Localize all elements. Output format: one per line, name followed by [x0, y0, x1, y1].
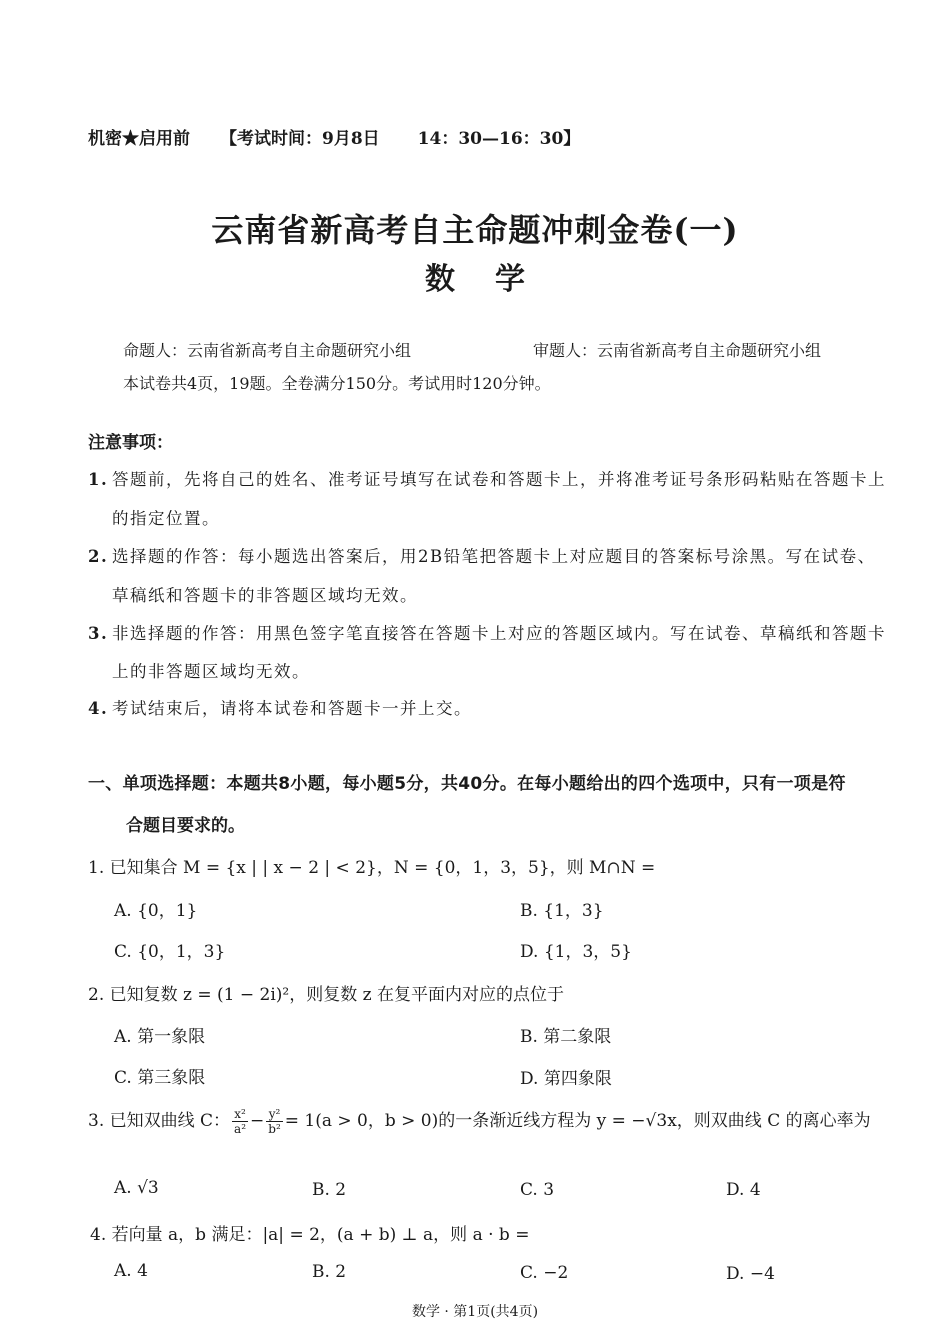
fraction-y2-b2: $\frac{\text{y²}}{\text{b²}}$: [268, 1106, 281, 1136]
question-3-option-d: D. 4: [726, 1180, 761, 1200]
section-heading: 一、单项选择题：本题共8小题，每小题5分，共40分。在每小题给出的四个选项中，只有一项是符: [88, 774, 846, 794]
note-number: 4.: [88, 699, 109, 718]
exam-header: [88, 124, 580, 149]
note-number: 3.: [88, 624, 109, 643]
question-3-option-a: A. √3: [114, 1178, 159, 1198]
question-1-option-a: A. {0，1}: [114, 901, 198, 921]
fraction-x2-a2: $\frac{\text{x²}}{\text{a²}}$: [234, 1106, 247, 1136]
exam-summary: 本试卷共4页，19题。全卷满分150分。考试用时120分钟。: [123, 374, 551, 393]
setter-line: 命题人：云南省新高考自主命题研究小组: [123, 341, 412, 360]
question-2-option-d: D. 第四象限: [520, 1069, 612, 1089]
note-text: 非选择题的作答：用黑色签字笔直接答在答题卡上对应的答题区域内。写在试卷、草稿纸和答题卡: [112, 624, 886, 643]
question-3-option-b: B. 2: [312, 1180, 347, 1200]
note-text: 答题前，先将自己的姓名、准考证号填写在试卷和答题卡上，并将准考证号条形码粘贴在答题卡上: [112, 470, 886, 489]
question-3-stem: [88, 1106, 871, 1136]
reviewer-line: 审题人：云南省新高考自主命题研究小组: [533, 341, 822, 360]
question-3-stem-prefix: 3. 已知双曲线 C：: [88, 1111, 231, 1131]
note-item-2: [88, 543, 876, 567]
page-footer: 数学 · 第1页(共4页): [411, 1304, 539, 1320]
note-continuation: 草稿纸和答题卡的非答题区域均无效。: [112, 586, 418, 605]
subject-title: 数学: [425, 262, 565, 297]
question-3-option-c: C. 3: [520, 1180, 555, 1200]
question-3-stem-suffix: = 1(a > 0，b > 0)的一条渐近线方程为 y = −√3x，则双曲线 C 的离心率为: [284, 1111, 871, 1131]
note-continuation: 的指定位置。: [112, 509, 220, 528]
note-number: 1.: [88, 470, 109, 489]
question-4-option-c: C. −2: [520, 1263, 569, 1283]
question-4-option-d: D. −4: [726, 1264, 775, 1284]
question-2-option-a: A. 第一象限: [114, 1027, 206, 1047]
note-text: 考试结束后，请将本试卷和答题卡一并上交。: [112, 699, 472, 718]
minus-sign: −: [250, 1111, 265, 1131]
question-4-option-a: A. 4: [114, 1261, 148, 1281]
note-number: 2.: [88, 547, 109, 566]
section-heading-continuation: 合题目要求的。: [126, 816, 245, 836]
note-item-1: [88, 466, 886, 490]
question-2-option-c: C. 第三象限: [114, 1068, 206, 1088]
question-1-stem: 1. 已知集合 M = {x | | x − 2 | < 2}，N = {0，1，3，5}，则 M∩N =: [88, 858, 656, 878]
exam-time-range: 14：30—16：30】: [417, 129, 581, 149]
confidential-label: 机密★启用前: [88, 129, 190, 149]
question-1-option-b: B. {1，3}: [520, 901, 604, 921]
question-1-option-d: D. {1，3，5}: [520, 942, 632, 962]
notes-heading: 注意事项：: [88, 433, 173, 453]
exam-time-label: 【考试时间：9月8日: [220, 129, 380, 149]
note-text: 选择题的作答：每小题选出答案后，用2B铅笔把答题卡上对应题目的答案标号涂黑。写在试卷、: [112, 547, 876, 566]
note-item-3: [88, 620, 886, 644]
note-continuation: 上的非答题区域均无效。: [112, 662, 310, 681]
question-1-option-c: C. {0，1，3}: [114, 942, 226, 962]
question-4-option-b: B. 2: [312, 1262, 347, 1282]
note-item-4: [88, 695, 472, 719]
exam-title: 云南省新高考自主命题冲刺金卷(一): [211, 211, 739, 249]
question-4-stem: 4. 若向量 a，b 满足：|a| = 2，(a + b) ⊥ a，则 a · b =: [90, 1225, 530, 1245]
question-2-option-b: B. 第二象限: [520, 1027, 612, 1047]
question-2-stem: 2. 已知复数 z = (1 − 2i)²，则复数 z 在复平面内对应的点位于: [88, 985, 564, 1005]
